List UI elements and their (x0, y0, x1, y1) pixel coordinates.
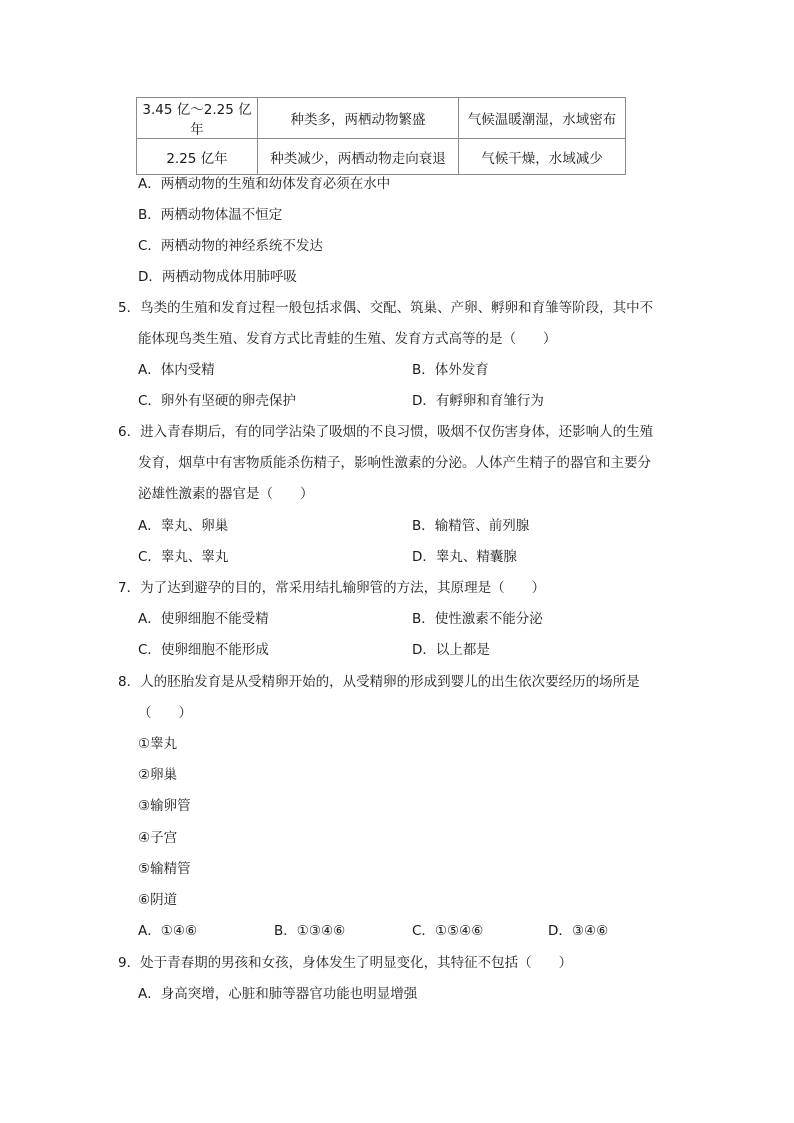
table-row (137, 98, 626, 139)
q5-option-b: B．体外发育 (412, 362, 489, 378)
q5-option-a: A．体内受精 (138, 362, 215, 378)
q4-option-c: C．两栖动物的神经系统不发达 (138, 238, 323, 254)
q7-option-a: A．使卵细胞不能受精 (138, 611, 269, 627)
q7-option-b: B．使性激素不能分泌 (412, 611, 543, 627)
table-cell: 2.25 亿年 (137, 139, 258, 175)
q8-stem-line: 8．人的胚胎发育是从受精卵开始的，从受精卵的形成到婴儿的出生依次要经历的场所是 (118, 674, 640, 690)
q8-stem-line: （ ） (138, 705, 192, 721)
q6-option-b: B．输精管、前列腺 (412, 518, 530, 534)
q5-option-d: D．有孵卵和育雏行为 (412, 393, 544, 409)
q5-option-c: C．卵外有坚硬的卵壳保护 (138, 393, 296, 409)
q7-stem-line: 7．为了达到避孕的目的，常采用结扎输卵管的方法，其原理是（ ） (118, 580, 546, 596)
q8-option-c: C．①⑤④⑥ (412, 923, 484, 939)
q6-option-c: C．睾丸、睾丸 (138, 549, 229, 565)
q5-stem-line: 能体现鸟类生殖、发育方式比青蛙的生殖、发育方式高等的是（ ） (138, 331, 557, 347)
table-row (137, 139, 626, 175)
q8-item: ①睾丸 (138, 736, 178, 752)
q7-option-d: D．以上都是 (412, 642, 490, 658)
q8-item: ⑥阴道 (138, 892, 178, 908)
q8-option-d: D．③④⑥ (548, 923, 609, 939)
q6-stem-line: 6．进入青春期后，有的同学沾染了吸烟的不良习惯，吸烟不仅伤害身体，还影响人的生殖 (118, 424, 654, 440)
q6-stem-line: 泌雄性激素的器官是（ ） (138, 486, 314, 502)
q8-item: ②卵巢 (138, 767, 178, 783)
q8-item: ④子宫 (138, 830, 178, 846)
amphibian-history-table (136, 97, 626, 175)
q6-option-d: D．睾丸、精囊腺 (412, 549, 517, 565)
q9-option-a: A．身高突增，心脏和肺等器官功能也明显增强 (138, 986, 418, 1002)
q4-option-d: D．两栖动物成体用肺呼吸 (138, 269, 297, 285)
q4-option-a: A．两栖动物的生殖和幼体发育必须在水中 (138, 176, 391, 192)
q8-item: ⑤输精管 (138, 861, 191, 877)
table-cell: 种类减少，两栖动物走向衰退 (258, 139, 459, 175)
q8-option-a: A．①④⑥ (138, 923, 198, 939)
table-cell: 气候干燥，水域减少 (459, 139, 626, 175)
q5-stem-line: 5．鸟类的生殖和发育过程一般包括求偶、交配、筑巢、产卵、孵卵和育雏等阶段，其中不 (118, 300, 654, 316)
q4-option-b: B．两栖动物体温不恒定 (138, 207, 283, 223)
q6-stem-line: 发育，烟草中有害物质能杀伤精子，影响性激素的分泌。人体产生精子的器官和主要分 (138, 455, 651, 471)
table-cell: 种类多，两栖动物繁盛 (258, 98, 459, 139)
table-cell: 气候温暖潮湿，水域密布 (459, 98, 626, 139)
q8-item: ③输卵管 (138, 798, 191, 814)
q8-option-b: B．①③④⑥ (274, 923, 346, 939)
q6-option-a: A．睾丸、卵巢 (138, 518, 229, 534)
table-cell: 3.45 亿～2.25 亿年 (137, 98, 258, 139)
q7-option-c: C．使卵细胞不能形成 (138, 642, 269, 658)
q9-stem-line: 9．处于青春期的男孩和女孩，身体发生了明显变化，其特征不包括（ ） (118, 955, 573, 971)
